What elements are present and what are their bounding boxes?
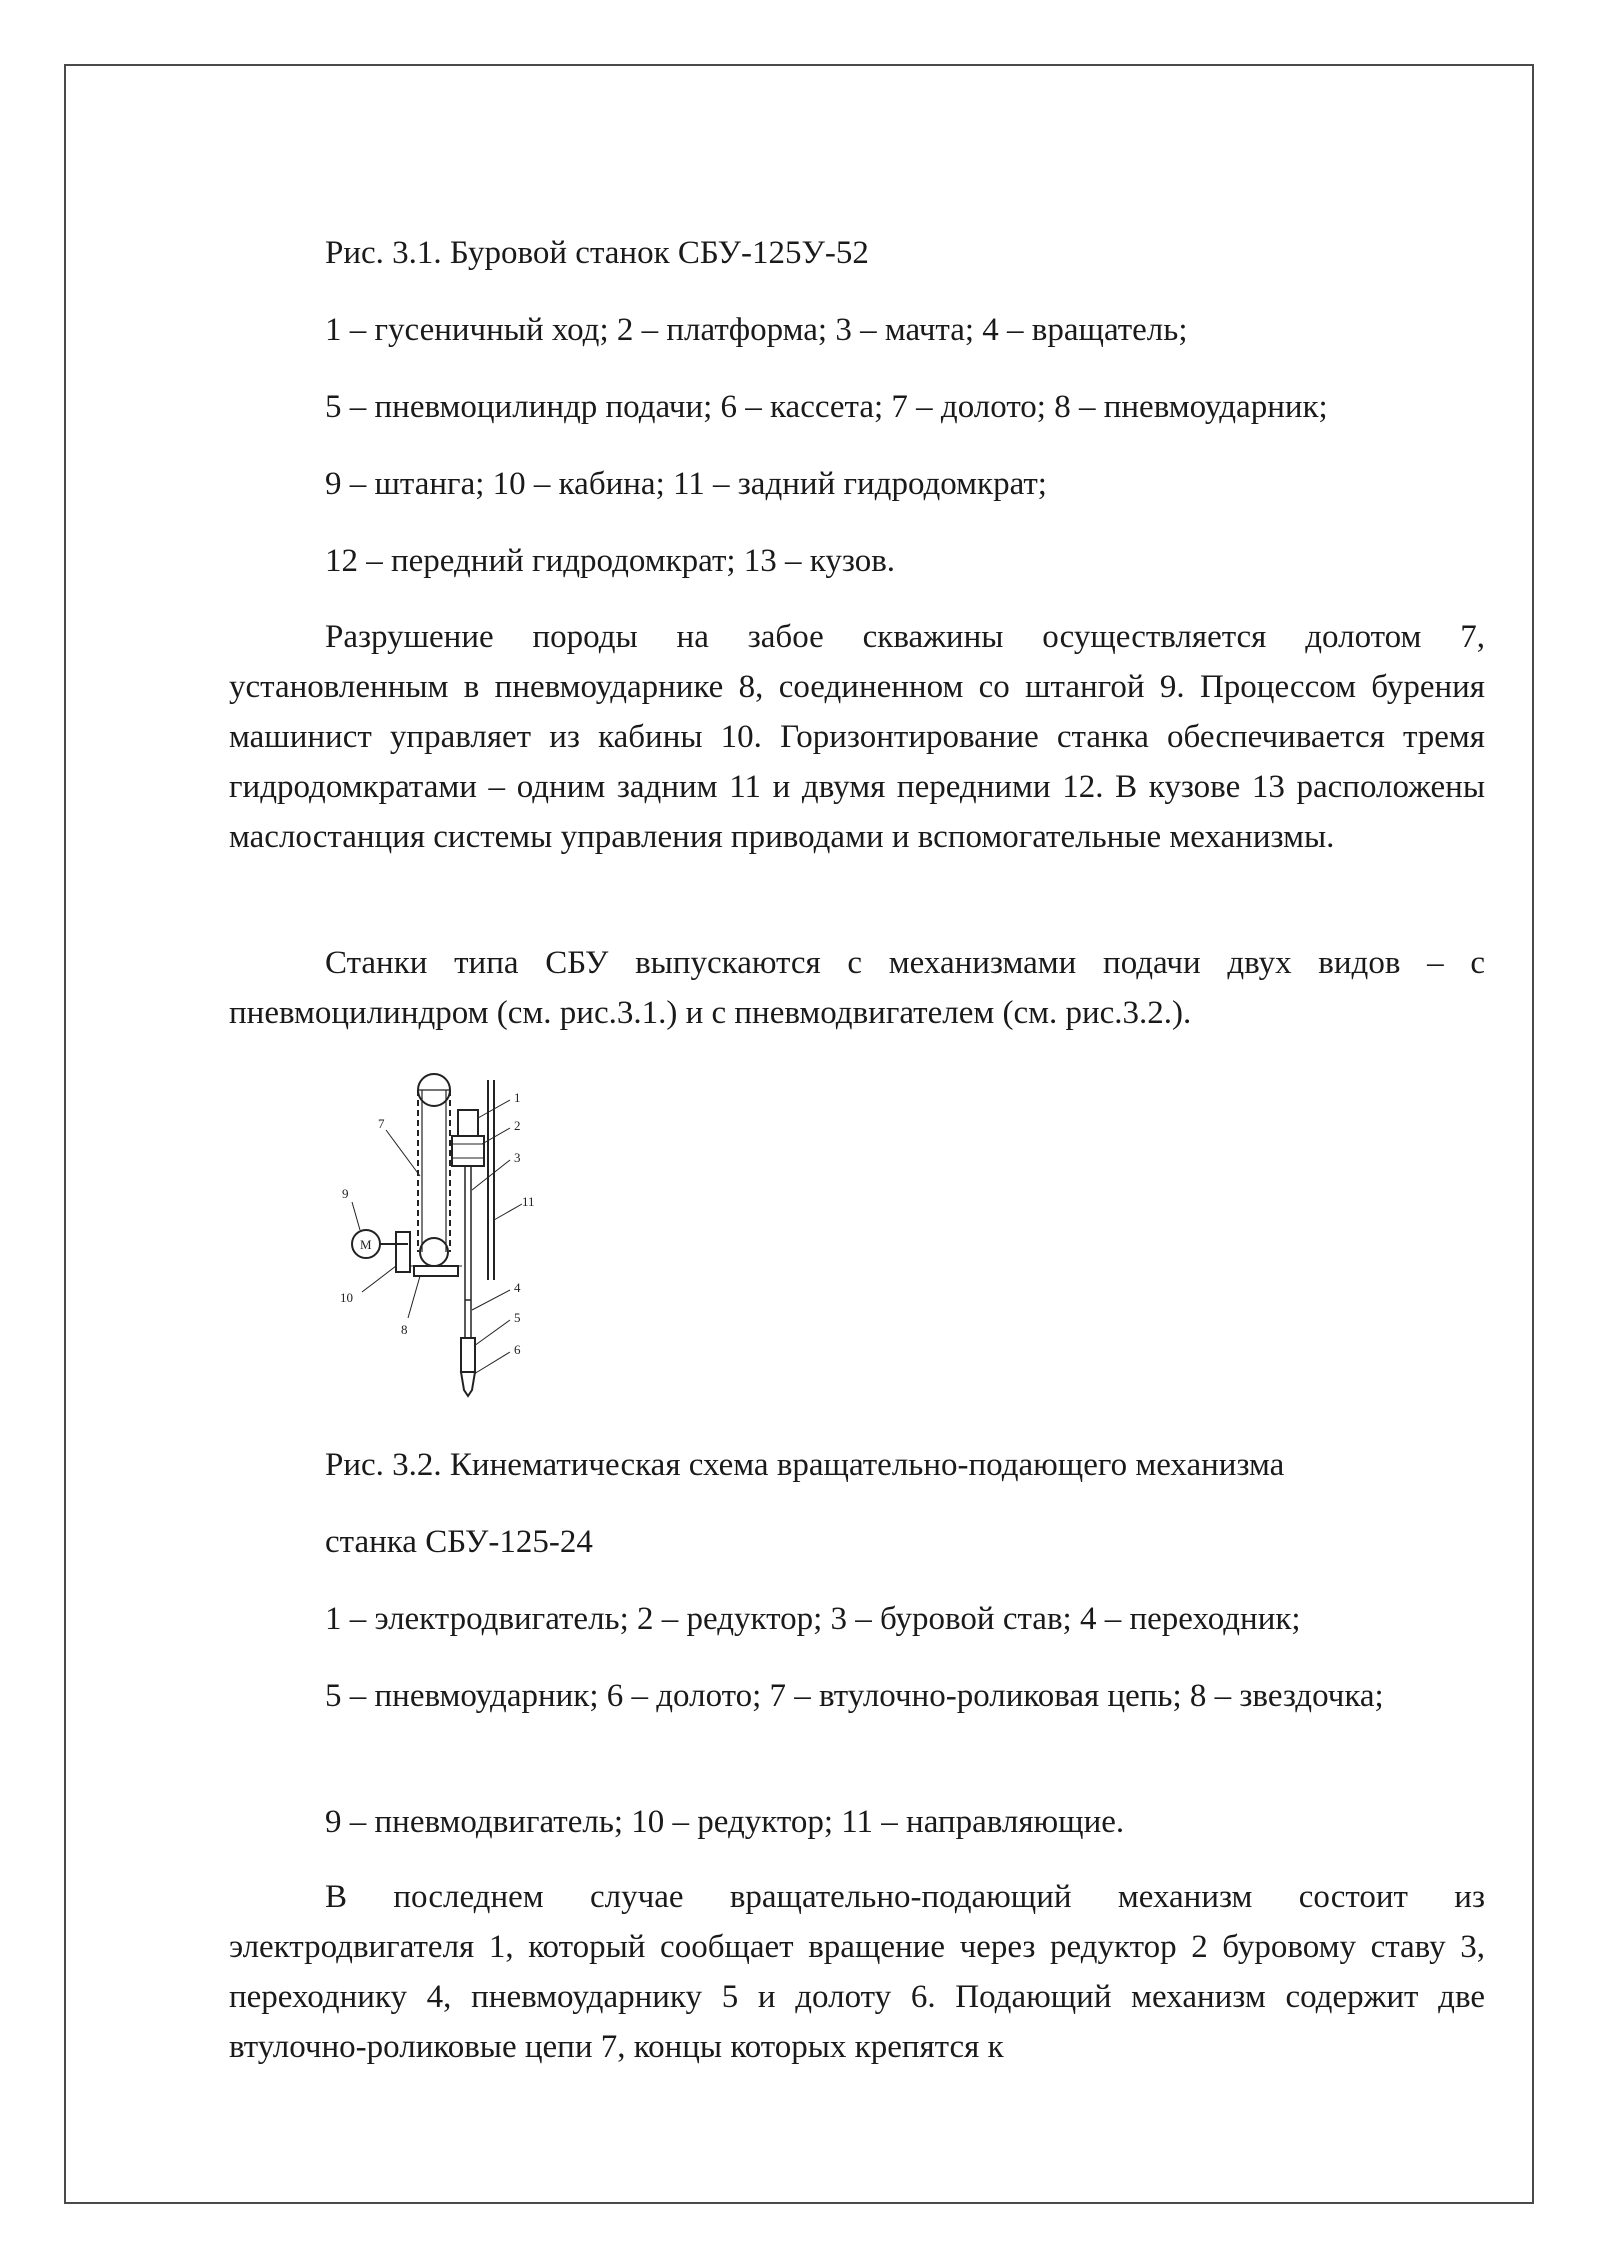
bottom-sprocket-icon — [420, 1238, 448, 1266]
diagram-label-5: 5 — [514, 1310, 521, 1325]
diagram-label-8: 8 — [401, 1322, 408, 1337]
figure-1-caption: Рис. 3.1. Буровой станок СБУ-125У-52 — [325, 235, 869, 271]
paragraph-feed-mechanism: В последнем случае вращательно-подающий механизм состоит из электродвигателя 1, который сообщает вращение через редуктор 2 буровому ставу 3, переходнику 4, пневмоударнику 5 и долоту 6. Подающий механизм содержит две втулочно-роликовые цепи 7, концы которых крепятся к — [229, 1879, 1485, 2065]
diagram-label-10: 10 — [340, 1290, 353, 1305]
figure-1-legend-line: 12 – передний гидродомкрат; 13 – кузов. — [325, 543, 896, 579]
sprocket-shaft-icon — [414, 1266, 458, 1276]
reducer-icon — [452, 1136, 484, 1166]
diagram-label-2: 2 — [514, 1118, 521, 1133]
diagram-label-6: 6 — [514, 1342, 521, 1357]
kinematic-diagram-svg — [322, 1070, 582, 1410]
kinematic-diagram — [322, 1070, 582, 1410]
figure-2-legend-line: 9 – пневмодвигатель; 10 – редуктор; 11 – направляющие. — [325, 1804, 1125, 1840]
diagram-label-11: 11 — [522, 1194, 535, 1209]
paragraph-machine-types: Станки типа СБУ выпускаются с механизмами подачи двух видов – с пневмоцилиндром (см. рис.3.1.) и с пневмодвигателем (см. рис.3.2.). — [229, 945, 1485, 1031]
figure-1-legend-line: 5 – пневмоцилиндр подачи; 6 – кассета; 7 – долото; 8 – пневмоударник; — [325, 389, 1328, 425]
diagram-label-1: 1 — [514, 1090, 521, 1105]
figure-2-caption: Рис. 3.2. Кинематическая схема вращательно-подающего механизма — [325, 1447, 1285, 1483]
paragraph-rock-destruction: Разрушение породы на забое скважины осуществляется долотом 7, установленным в пневмоударнике 8, соединенном со штангой 9. Процессом бурения машинист управляет из кабины 10. Горизонтирование станка обеспечивается тремя гидродомкратами – одним задним 11 и двумя передними 12. В кузове 13 расположены маслостанция системы управления приводами и вспомогательные механизмы. — [229, 619, 1485, 855]
figure-2-caption-continued: станка СБУ-125-24 — [325, 1524, 593, 1560]
lower-reducer-icon — [396, 1232, 410, 1272]
diagram-label-9: 9 — [342, 1186, 349, 1201]
motor-block-icon — [458, 1110, 478, 1136]
motor-symbol: M — [360, 1237, 372, 1252]
figure-2-legend-line: 5 – пневмоударник; 6 – долото; 7 – втулочно-роликовая цепь; 8 – звездочка; — [325, 1678, 1384, 1714]
hammer-icon — [461, 1338, 475, 1372]
figure-1-legend-line: 9 – штанга; 10 – кабина; 11 – задний гидродомкрат; — [325, 466, 1047, 502]
diagram-label-7: 7 — [378, 1116, 385, 1131]
drill-bit-icon — [461, 1372, 475, 1396]
figure-1-legend-line: 1 – гусеничный ход; 2 – платформа; 3 – мачта; 4 – вращатель; — [325, 312, 1188, 348]
figure-2-legend-line: 1 – электродвигатель; 2 – редуктор; 3 – буровой став; 4 – переходник; — [325, 1601, 1301, 1637]
diagram-label-3: 3 — [514, 1150, 521, 1165]
diagram-label-4: 4 — [514, 1280, 521, 1295]
